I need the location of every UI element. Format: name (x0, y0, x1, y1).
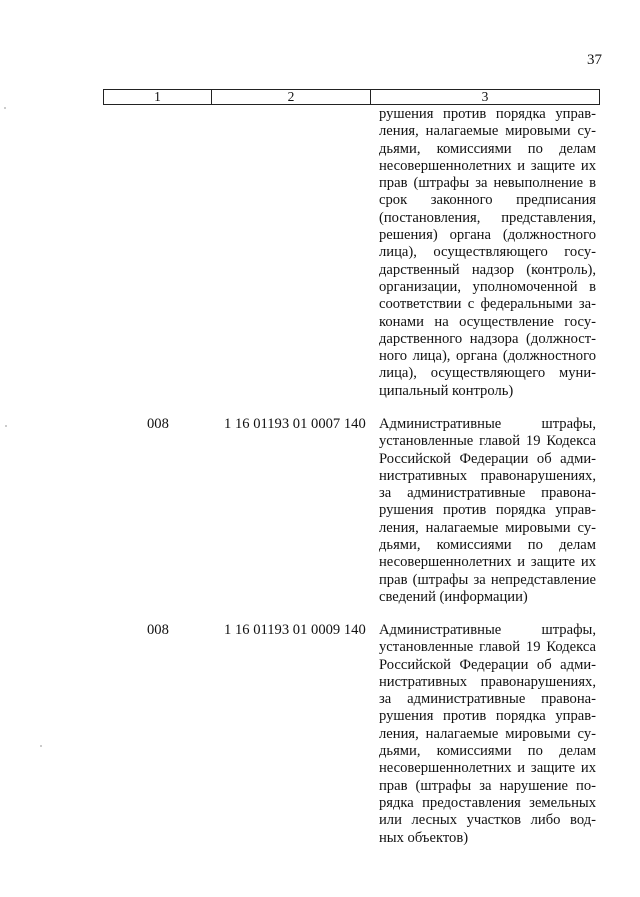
text-line: дарственного надзора (должност- (379, 330, 596, 347)
row-description (379, 622, 596, 847)
text-line: рушения против порядка управ- (379, 106, 596, 122)
continuation-description (379, 106, 596, 400)
scan-speck (5, 425, 7, 427)
text-line: рядка предоставления земельных (379, 794, 596, 811)
text-line: дьями, комиссиями по делам (379, 537, 596, 554)
text-line: решения) органа (должностного (379, 227, 596, 244)
text-line: Административные штрафы, (379, 416, 596, 432)
kbk-code: 1 16 01193 01 0007 140 (224, 416, 366, 432)
admin-code: 008 (147, 622, 169, 638)
text-line: Российской Федерации об адми- (379, 656, 596, 673)
text-line: нистративных правонарушениях, (379, 467, 596, 484)
text-line: ципальный контроль) (379, 382, 514, 399)
header-col-2: 2 (212, 90, 371, 105)
text-line: за административные правона- (379, 485, 596, 502)
kbk-code: 1 16 01193 01 0009 140 (224, 622, 366, 638)
page-number: 37 (587, 52, 602, 68)
text-line: ления, налагаемые мировыми су- (379, 519, 596, 536)
admin-code: 008 (147, 416, 169, 432)
text-line: дьями, комиссиями по делам (379, 743, 596, 760)
text-line: прав (штрафы за нарушение по- (379, 777, 596, 794)
text-line: установленные главой 19 Кодекса (379, 433, 596, 450)
text-line: за административные правона- (379, 691, 596, 708)
text-line: несовершеннолетних и защите их (379, 760, 596, 777)
text-line: дарственный надзор (контроль), (379, 261, 596, 278)
text-line: конами на осуществление госу- (379, 313, 596, 330)
scan-speck (40, 745, 42, 747)
text-line: прав (штрафы за непредставление (379, 571, 596, 588)
text-line: рушения против порядка управ- (379, 502, 596, 519)
text-line: рушения против порядка управ- (379, 708, 596, 725)
row-description (379, 416, 596, 606)
text-line: ления, налагаемые мировыми су- (379, 123, 596, 140)
text-line: (постановления, представления, (379, 209, 596, 226)
text-line: организации, уполномоченной в (379, 278, 596, 295)
header-col-3: 3 (371, 90, 600, 105)
text-line: дьями, комиссиями по делам (379, 140, 596, 157)
text-line: сведений (информации) (379, 588, 528, 605)
text-line: лица), осуществляющего муни- (379, 365, 596, 382)
text-line: ления, налагаемые мировыми су- (379, 725, 596, 742)
text-line: или лесных участков либо вод- (379, 812, 596, 829)
text-line: соответствии с федеральными за- (379, 296, 596, 313)
table-header (103, 89, 600, 105)
text-line: срок законного предписания (379, 192, 596, 209)
text-line: ных объектов) (379, 829, 469, 846)
scan-speck (4, 107, 6, 109)
text-line: нистративных правонарушениях, (379, 673, 596, 690)
text-line: ного лица), органа (должностного (379, 348, 596, 365)
text-line: Административные штрафы, (379, 622, 596, 638)
text-line: прав (штрафы за невыполнение в (379, 175, 596, 192)
header-col-1: 1 (104, 90, 212, 105)
text-line: несовершеннолетних и защите их (379, 157, 596, 174)
text-line: установленные главой 19 Кодекса (379, 639, 596, 656)
text-line: лица), осуществляющего госу- (379, 244, 596, 261)
text-line: несовершеннолетних и защите их (379, 554, 596, 571)
text-line: Российской Федерации об адми- (379, 450, 596, 467)
